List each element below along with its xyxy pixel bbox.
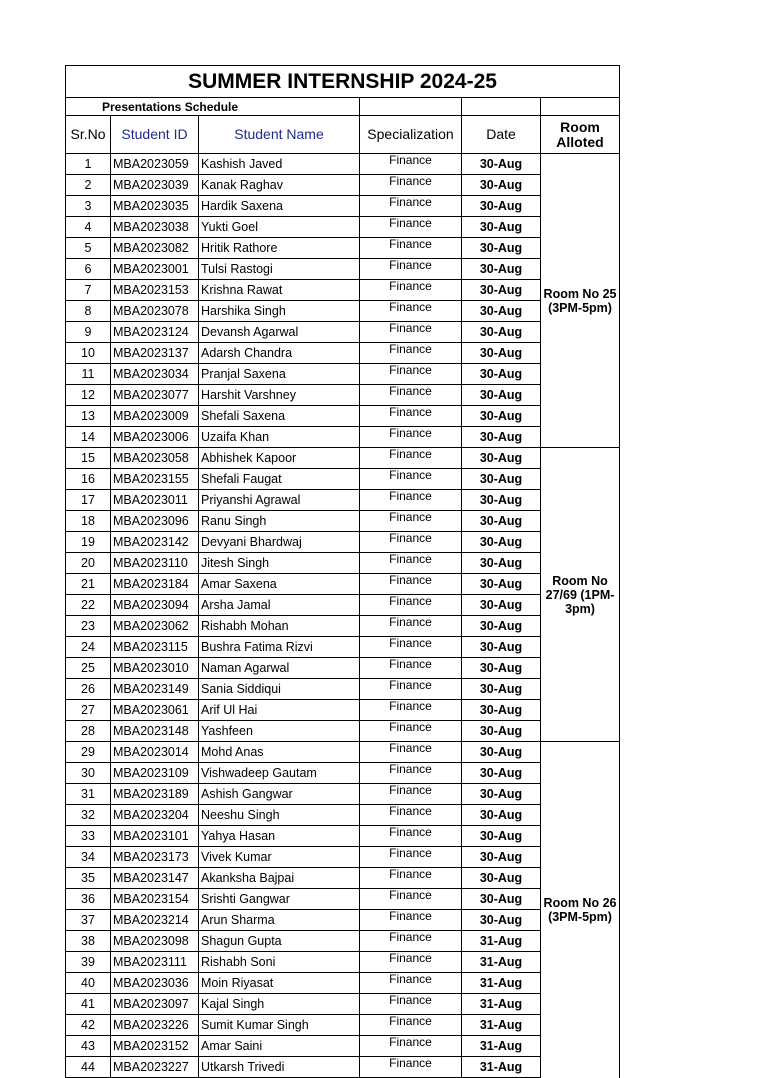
date-cell: 30-Aug [462,532,541,553]
student-id-cell: MBA2023155 [111,469,199,490]
table-row [66,343,620,364]
sr-cell: 4 [66,217,111,238]
table-row [66,679,620,700]
student-id-cell: MBA2023137 [111,343,199,364]
room-allotted-cell: Room No 26 (3PM-5pm) [541,742,620,1078]
student-id-cell: MBA2023038 [111,217,199,238]
specialization-cell: Finance [360,1015,462,1036]
date-cell: 30-Aug [462,511,541,532]
date-cell: 30-Aug [462,868,541,889]
date-cell: 30-Aug [462,658,541,679]
date-cell: 30-Aug [462,910,541,931]
student-id-cell: MBA2023010 [111,658,199,679]
table-row [66,511,620,532]
specialization-cell: Finance [360,658,462,679]
student-id-cell: MBA2023227 [111,1057,199,1078]
student-id-cell: MBA2023101 [111,826,199,847]
student-id-cell: MBA2023189 [111,784,199,805]
sr-cell: 32 [66,805,111,826]
sr-cell: 31 [66,784,111,805]
date-cell: 30-Aug [462,469,541,490]
student-name-cell: Tulsi Rastogi [199,259,360,280]
blank-cell [541,98,620,116]
sr-cell: 35 [66,868,111,889]
specialization-cell: Finance [360,196,462,217]
student-id-cell: MBA2023152 [111,1036,199,1057]
student-name-cell: Vishwadeep Gautam [199,763,360,784]
sr-cell: 2 [66,175,111,196]
sr-cell: 7 [66,280,111,301]
table-row [66,406,620,427]
student-name-cell: Harshika Singh [199,301,360,322]
table-row [66,805,620,826]
student-name-cell: Pranjal Saxena [199,364,360,385]
date-cell: 31-Aug [462,1057,541,1078]
specialization-cell: Finance [360,154,462,175]
specialization-cell: Finance [360,910,462,931]
date-cell: 30-Aug [462,217,541,238]
sr-cell: 44 [66,1057,111,1078]
student-name-cell: Vivek Kumar [199,847,360,868]
table-row [66,196,620,217]
table-row [66,574,620,595]
room-allotted-cell: Room No 25 (3PM-5pm) [541,154,620,448]
table-row [66,595,620,616]
student-name-cell: Kajal Singh [199,994,360,1015]
student-id-cell: MBA2023062 [111,616,199,637]
table-row [66,1015,620,1036]
student-id-cell: MBA2023014 [111,742,199,763]
header-specialization: Specialization [360,116,462,154]
table-row [66,532,620,553]
specialization-cell: Finance [360,994,462,1015]
room-allotted-cell: Room No 27/69 (1PM-3pm) [541,448,620,742]
date-cell: 30-Aug [462,679,541,700]
date-cell: 30-Aug [462,343,541,364]
date-cell: 30-Aug [462,448,541,469]
student-id-cell: MBA2023058 [111,448,199,469]
sr-cell: 6 [66,259,111,280]
sr-cell: 9 [66,322,111,343]
student-name-cell: Shefali Saxena [199,406,360,427]
table-row [66,427,620,448]
student-id-cell: MBA2023149 [111,679,199,700]
table-row [66,952,620,973]
date-cell: 30-Aug [462,763,541,784]
table-row [66,826,620,847]
sr-cell: 1 [66,154,111,175]
student-name-cell: Kashish Javed [199,154,360,175]
date-cell: 30-Aug [462,154,541,175]
student-name-cell: Arsha Jamal [199,595,360,616]
table-row [66,847,620,868]
student-id-cell: MBA2023078 [111,301,199,322]
student-id-cell: MBA2023153 [111,280,199,301]
specialization-cell: Finance [360,826,462,847]
student-id-cell: MBA2023061 [111,700,199,721]
table-row [66,931,620,952]
student-name-cell: Jitesh Singh [199,553,360,574]
table-row [66,322,620,343]
date-cell: 31-Aug [462,994,541,1015]
specialization-cell: Finance [360,553,462,574]
student-name-cell: Uzaifa Khan [199,427,360,448]
table-row [66,721,620,742]
date-cell: 31-Aug [462,1015,541,1036]
specialization-cell: Finance [360,259,462,280]
student-id-cell: MBA2023214 [111,910,199,931]
student-name-cell: Ashish Gangwar [199,784,360,805]
date-cell: 30-Aug [462,616,541,637]
specialization-cell: Finance [360,490,462,511]
student-id-cell: MBA2023124 [111,322,199,343]
date-cell: 30-Aug [462,196,541,217]
specialization-cell: Finance [360,637,462,658]
student-name-cell: Shagun Gupta [199,931,360,952]
specialization-cell: Finance [360,700,462,721]
date-cell: 30-Aug [462,721,541,742]
student-id-cell: MBA2023001 [111,259,199,280]
date-cell: 30-Aug [462,301,541,322]
sr-cell: 22 [66,595,111,616]
specialization-cell: Finance [360,973,462,994]
sr-cell: 17 [66,490,111,511]
sr-cell: 33 [66,826,111,847]
sr-cell: 14 [66,427,111,448]
date-cell: 30-Aug [462,259,541,280]
date-cell: 30-Aug [462,700,541,721]
sr-cell: 15 [66,448,111,469]
date-cell: 31-Aug [462,973,541,994]
schedule-sheet [65,65,619,1078]
specialization-cell: Finance [360,322,462,343]
specialization-cell: Finance [360,364,462,385]
header-student-name: Student Name [199,116,360,154]
date-cell: 30-Aug [462,322,541,343]
specialization-cell: Finance [360,217,462,238]
specialization-cell: Finance [360,238,462,259]
sr-cell: 34 [66,847,111,868]
table-row [66,217,620,238]
sr-cell: 20 [66,553,111,574]
student-id-cell: MBA2023094 [111,595,199,616]
specialization-cell: Finance [360,1057,462,1078]
student-name-cell: Utkarsh Trivedi [199,1057,360,1078]
date-cell: 30-Aug [462,574,541,595]
student-name-cell: Arun Sharma [199,910,360,931]
student-name-cell: Priyanshi Agrawal [199,490,360,511]
sr-cell: 28 [66,721,111,742]
student-name-cell: Shefali Faugat [199,469,360,490]
header-student-id: Student ID [111,116,199,154]
date-cell: 30-Aug [462,637,541,658]
specialization-cell: Finance [360,532,462,553]
student-name-cell: Hardik Saxena [199,196,360,217]
student-name-cell: Rishabh Mohan [199,616,360,637]
student-name-cell: Naman Agarwal [199,658,360,679]
sr-cell: 42 [66,1015,111,1036]
specialization-cell: Finance [360,427,462,448]
blank-cell [462,98,541,116]
table-row [66,364,620,385]
student-name-cell: Rishabh Soni [199,952,360,973]
specialization-cell: Finance [360,406,462,427]
date-cell: 30-Aug [462,805,541,826]
sr-cell: 27 [66,700,111,721]
student-name-cell: Moin Riyasat [199,973,360,994]
sr-cell: 16 [66,469,111,490]
header-date: Date [462,116,541,154]
specialization-cell: Finance [360,574,462,595]
student-name-cell: Neeshu Singh [199,805,360,826]
page-subtitle: Presentations Schedule [66,98,360,116]
student-name-cell: Mohd Anas [199,742,360,763]
sr-cell: 19 [66,532,111,553]
student-name-cell: Amar Saxena [199,574,360,595]
sr-cell: 12 [66,385,111,406]
specialization-cell: Finance [360,784,462,805]
table-row [66,301,620,322]
sr-cell: 40 [66,973,111,994]
student-name-cell: Yukti Goel [199,217,360,238]
specialization-cell: Finance [360,889,462,910]
specialization-cell: Finance [360,595,462,616]
student-id-cell: MBA2023109 [111,763,199,784]
student-id-cell: MBA2023098 [111,931,199,952]
sr-cell: 41 [66,994,111,1015]
table-row [66,763,620,784]
student-id-cell: MBA2023115 [111,637,199,658]
date-cell: 30-Aug [462,826,541,847]
student-name-cell: Arif Ul Hai [199,700,360,721]
student-id-cell: MBA2023154 [111,889,199,910]
sr-cell: 24 [66,637,111,658]
student-id-cell: MBA2023077 [111,385,199,406]
specialization-cell: Finance [360,343,462,364]
date-cell: 30-Aug [462,889,541,910]
student-name-cell: Kanak Raghav [199,175,360,196]
table-row [66,910,620,931]
date-cell: 30-Aug [462,238,541,259]
table-row [66,238,620,259]
specialization-cell: Finance [360,742,462,763]
specialization-cell: Finance [360,280,462,301]
student-name-cell: Adarsh Chandra [199,343,360,364]
table-row [66,1036,620,1057]
table-row [66,742,620,763]
date-cell: 31-Aug [462,931,541,952]
table-row [66,280,620,301]
sr-cell: 5 [66,238,111,259]
student-name-cell: Devyani Bhardwaj [199,532,360,553]
specialization-cell: Finance [360,847,462,868]
specialization-cell: Finance [360,721,462,742]
header-sr: Sr.No [66,116,111,154]
student-name-cell: Amar Saini [199,1036,360,1057]
table-row [66,1057,620,1078]
student-id-cell: MBA2023082 [111,238,199,259]
sr-cell: 29 [66,742,111,763]
student-name-cell: Akanksha Bajpai [199,868,360,889]
header-row [66,116,620,154]
schedule-table [65,65,620,1078]
table-row [66,784,620,805]
date-cell: 30-Aug [462,595,541,616]
specialization-cell: Finance [360,931,462,952]
student-id-cell: MBA2023173 [111,847,199,868]
student-id-cell: MBA2023147 [111,868,199,889]
sr-cell: 25 [66,658,111,679]
student-id-cell: MBA2023009 [111,406,199,427]
date-cell: 30-Aug [462,280,541,301]
specialization-cell: Finance [360,469,462,490]
table-row [66,637,620,658]
specialization-cell: Finance [360,1036,462,1057]
student-id-cell: MBA2023036 [111,973,199,994]
sr-cell: 36 [66,889,111,910]
specialization-cell: Finance [360,385,462,406]
sr-cell: 11 [66,364,111,385]
date-cell: 30-Aug [462,427,541,448]
student-name-cell: Yashfeen [199,721,360,742]
table-row [66,490,620,511]
table-row [66,700,620,721]
specialization-cell: Finance [360,805,462,826]
table-row [66,448,620,469]
student-id-cell: MBA2023059 [111,154,199,175]
student-id-cell: MBA2023039 [111,175,199,196]
date-cell: 30-Aug [462,406,541,427]
header-room: Room Alloted [541,116,620,154]
table-row [66,616,620,637]
date-cell: 30-Aug [462,847,541,868]
student-id-cell: MBA2023035 [111,196,199,217]
page-title: SUMMER INTERNSHIP 2024-25 [66,66,620,98]
specialization-cell: Finance [360,301,462,322]
specialization-cell: Finance [360,511,462,532]
date-cell: 30-Aug [462,553,541,574]
date-cell: 30-Aug [462,385,541,406]
table-row [66,868,620,889]
student-id-cell: MBA2023011 [111,490,199,511]
student-name-cell: Abhishek Kapoor [199,448,360,469]
date-cell: 31-Aug [462,1036,541,1057]
blank-cell [360,98,462,116]
student-name-cell: Sumit Kumar Singh [199,1015,360,1036]
student-id-cell: MBA2023148 [111,721,199,742]
table-row [66,973,620,994]
date-cell: 31-Aug [462,952,541,973]
student-id-cell: MBA2023226 [111,1015,199,1036]
table-row [66,658,620,679]
sr-cell: 21 [66,574,111,595]
specialization-cell: Finance [360,616,462,637]
sr-cell: 30 [66,763,111,784]
date-cell: 30-Aug [462,175,541,196]
specialization-cell: Finance [360,763,462,784]
sr-cell: 18 [66,511,111,532]
date-cell: 30-Aug [462,742,541,763]
sr-cell: 23 [66,616,111,637]
student-name-cell: Bushra Fatima Rizvi [199,637,360,658]
student-id-cell: MBA2023111 [111,952,199,973]
specialization-cell: Finance [360,175,462,196]
student-name-cell: Sania Siddiqui [199,679,360,700]
table-row [66,994,620,1015]
student-id-cell: MBA2023096 [111,511,199,532]
table-row [66,469,620,490]
specialization-cell: Finance [360,448,462,469]
sr-cell: 43 [66,1036,111,1057]
sr-cell: 13 [66,406,111,427]
sr-cell: 3 [66,196,111,217]
student-name-cell: Hritik Rathore [199,238,360,259]
table-row [66,259,620,280]
sr-cell: 39 [66,952,111,973]
student-name-cell: Devansh Agarwal [199,322,360,343]
table-row [66,553,620,574]
sr-cell: 38 [66,931,111,952]
date-cell: 30-Aug [462,490,541,511]
date-cell: 30-Aug [462,364,541,385]
sr-cell: 8 [66,301,111,322]
specialization-cell: Finance [360,679,462,700]
table-row [66,175,620,196]
date-cell: 30-Aug [462,784,541,805]
table-row [66,154,620,175]
student-id-cell: MBA2023034 [111,364,199,385]
student-id-cell: MBA2023097 [111,994,199,1015]
student-id-cell: MBA2023110 [111,553,199,574]
student-name-cell: Harshit Varshney [199,385,360,406]
student-id-cell: MBA2023204 [111,805,199,826]
sr-cell: 26 [66,679,111,700]
student-name-cell: Ranu Singh [199,511,360,532]
table-row [66,385,620,406]
specialization-cell: Finance [360,952,462,973]
student-name-cell: Srishti Gangwar [199,889,360,910]
student-id-cell: MBA2023184 [111,574,199,595]
specialization-cell: Finance [360,868,462,889]
student-id-cell: MBA2023142 [111,532,199,553]
sr-cell: 37 [66,910,111,931]
sr-cell: 10 [66,343,111,364]
table-row [66,889,620,910]
student-id-cell: MBA2023006 [111,427,199,448]
student-name-cell: Krishna Rawat [199,280,360,301]
student-name-cell: Yahya Hasan [199,826,360,847]
